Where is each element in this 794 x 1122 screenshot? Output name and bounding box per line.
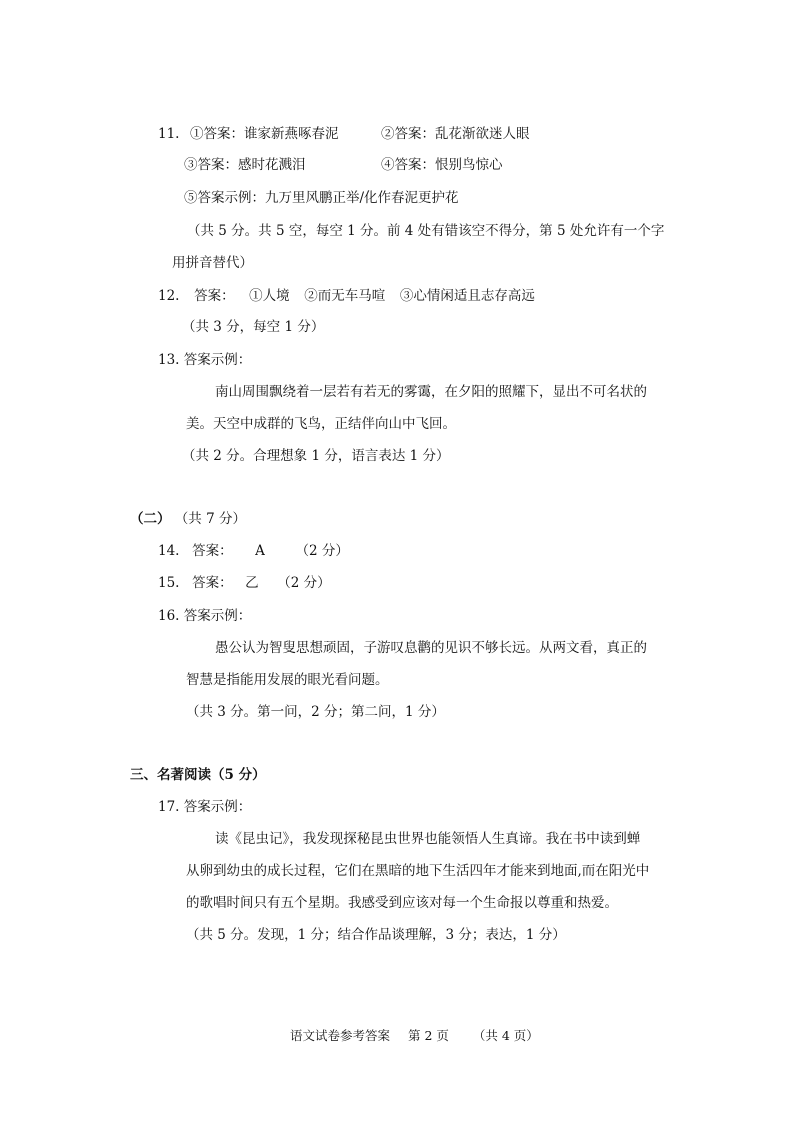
q12-answer-2: ②而无车马喧 — [304, 288, 386, 304]
q13-text-line-2: 美。天空中成群的飞鸟，正结伴向山中飞回。 — [186, 416, 456, 432]
q12-score: （共 3 分，每空 1 分） — [182, 319, 325, 335]
q13-score: （共 2 分。合理想象 1 分，语言表达 1 分） — [182, 448, 450, 464]
q12-line — [158, 287, 535, 305]
q15-points: （2 分） — [277, 575, 331, 591]
page-footer — [290, 1027, 539, 1045]
q16-score: （共 3 分。第一问，2 分；第二问，1 分） — [186, 704, 445, 720]
q13-text-line-1: 南山周围飘绕着一层若有若无的雾霭，在夕阳的照耀下，显出不可名状的 — [215, 384, 647, 400]
q11-answer-1: ①答案：谁家新燕啄春泥 — [190, 126, 339, 142]
q11-number: 11. — [158, 126, 180, 142]
q11-answer-3: ③答案：感时花溅泪 — [184, 157, 306, 173]
q15-number: 15. — [158, 575, 180, 591]
q17-text-line-3: 的歌唱时间只有五个星期。我感受到应该对每一个生命报以尊重和热爱。 — [186, 895, 618, 911]
q14-line — [158, 542, 349, 560]
q16-text-line-2: 智慧是指能用发展的眼光看问题。 — [186, 672, 389, 688]
section-2-score: （共 7 分） — [174, 511, 246, 527]
q17-text-line-1: 读《昆虫记》，我发现探秘昆虫世界也能领悟人生真谛。我在书中读到蝉 — [215, 831, 641, 847]
section-3-title: 三、名著阅读（5 分） — [130, 767, 266, 783]
section-2-title: （二） — [130, 511, 171, 527]
q11-score-line-1: （共 5 分。共 5 空，每空 1 分。前 4 处有错该空不得分，第 5 处允许有一个字 — [187, 223, 665, 239]
footer-page-number: 第 2 页 — [407, 1028, 449, 1043]
q11-answer-4: ④答案：恨别鸟惊心 — [381, 157, 503, 173]
q15-answer: 乙 — [245, 575, 259, 591]
q14-points: （2 分） — [295, 543, 349, 559]
q14-number: 14. — [158, 543, 180, 559]
q12-answer-1: ①人境 — [249, 288, 290, 304]
footer-title: 语文试卷参考答案 — [290, 1028, 391, 1043]
q14-label: 答案： — [192, 543, 233, 559]
q12-label: 答案： — [194, 288, 235, 304]
q13-header: 13. 答案示例： — [158, 352, 252, 368]
q16-text-line-1: 愚公认为智叟思想顽固，子游叹息鹳的见识不够长远。从两文看，真正的 — [215, 640, 647, 656]
q11-answer-5: ⑤答案示例：九万里风鹏正举/化作春泥更护花 — [184, 190, 459, 206]
q12-answer-3: ③心情闲适且志存高远 — [399, 288, 535, 304]
q15-label: 答案： — [192, 575, 233, 591]
q16-header: 16. 答案示例： — [158, 608, 252, 624]
section-2-heading — [130, 510, 246, 528]
q12-number: 12. — [158, 288, 180, 304]
q14-answer: A — [255, 543, 265, 559]
q17-header: 17. 答案示例： — [158, 799, 252, 815]
q17-score: （共 5 分。发现，1 分；结合作品谈理解，3 分；表达，1 分） — [186, 927, 566, 943]
footer-total-pages: （共 4 页） — [472, 1028, 539, 1043]
q17-text-line-2: 从卵到幼虫的成长过程，它们在黑暗的地下生活四年才能来到地面,而在阳光中 — [186, 863, 650, 879]
q11-score-line-2: 用拼音替代） — [172, 255, 253, 271]
q15-line — [158, 574, 331, 592]
q11-answer-2: ②答案：乱花渐欲迷人眼 — [381, 126, 530, 142]
